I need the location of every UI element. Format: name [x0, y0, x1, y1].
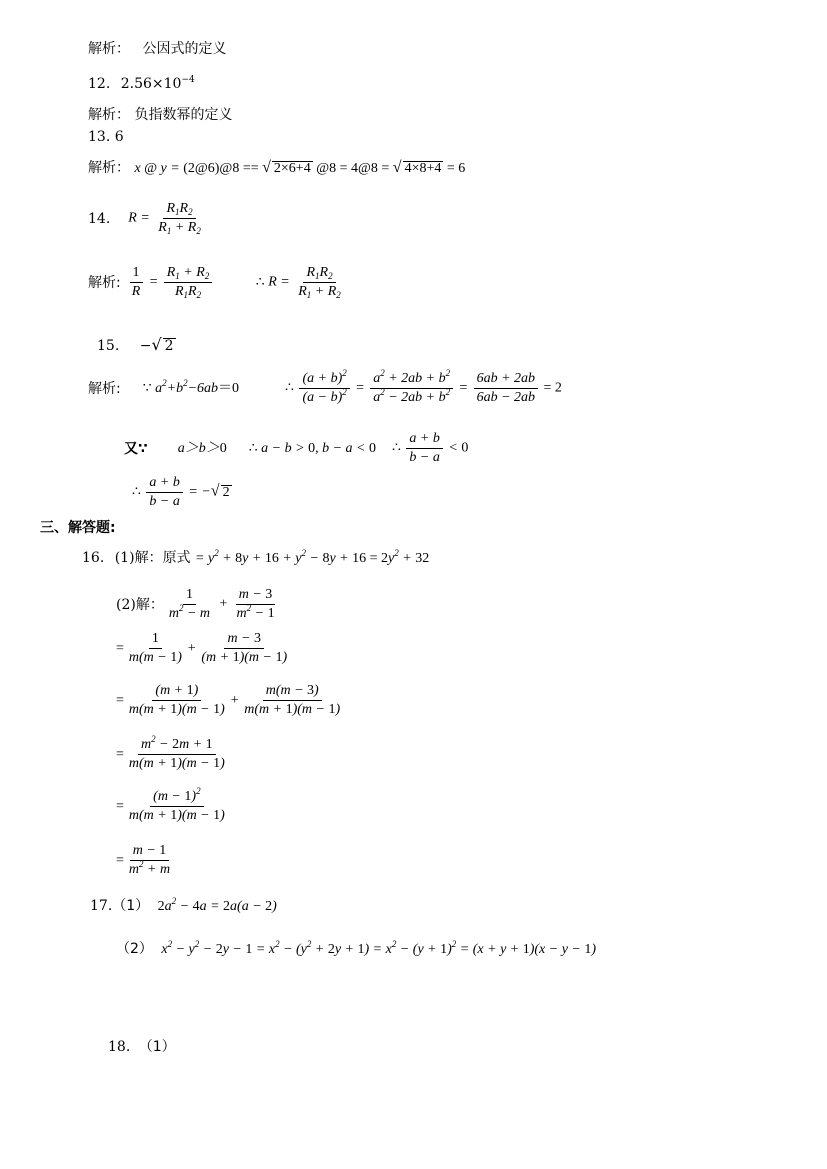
q12-analysis-text: 负指数幂的定义 — [134, 107, 233, 123]
q15-number: 15. — [97, 338, 120, 354]
analysis-label: 解析： — [88, 160, 130, 176]
q16-step2: = $\frac{(m + 1)}{m(m + 1)(m - 1)}$ + $\frac{m(m - 3)}{m(m + 1)(m - 1)}$ — [116, 683, 341, 717]
q12-analysis-line — [88, 108, 232, 122]
q16-step5: = $\frac{m - 1}{m^2 + m}$ — [116, 843, 171, 877]
q13-formula: x @ y = (2@6)@8 == √ 2×6+4 @8 = 4@8 = √ 4×8+4 = 6 — [134, 159, 466, 176]
q18-number: 18. — [108, 1039, 131, 1055]
q14-analysis-formula: $\frac{1}{R}$ = $\frac{R_1 + R_2}{R_1R_2}$ ∴ R = $\frac{R_1R_2}{R_1 + R_2}$ — [127, 266, 346, 299]
analysis-label: 解析： — [88, 41, 130, 57]
q15-analysis-line — [88, 368, 562, 405]
q17-part1: 17.（1） $2a^2 - 4a = 2a(a - 2)$ — [90, 896, 277, 914]
q13-answer: 13. 6 — [88, 129, 124, 145]
q13-analysis-line — [88, 160, 465, 176]
analysis-label: 解析: — [88, 274, 121, 291]
q16-step1: = $\frac{1}{m(m - 1)}$ + $\frac{m - 3}{(m + 1)(m - 1)}$ — [116, 631, 288, 665]
q15-conclusion: ∴ $\frac{a + b}{b - a}$ = −√ 2 — [132, 475, 230, 509]
q14-analysis-line — [88, 266, 346, 299]
q16-number: 16. — [82, 550, 105, 566]
q11-analysis-text: 公因式的定义 — [142, 41, 227, 57]
section-heading: 三、解答题: — [40, 520, 116, 536]
q11-analysis-line — [88, 42, 226, 56]
q12-answer — [88, 77, 195, 91]
q16-part2-line1: (2) 解： $\frac{1}{m^2 - m}$ + $\frac{m - 3}{m^2 - 1}$ — [116, 587, 275, 621]
q16-step3: = $\frac{m^2 - 2m + 1}{m(m + 1)(m - 1)}$ — [116, 734, 225, 771]
q17-part2: （2） $x^2 - y^2 - 2y - 1 = x^2 - (y^2 + 2y + 1) = x^2 - (y + 1)^2 = (x + y + 1)(x - y - 1)$ — [116, 939, 597, 957]
q14-number: 14. — [88, 210, 111, 227]
q16-step4: = $\frac{(m - 1)^2}{m(m + 1)(m - 1)}$ — [116, 786, 225, 823]
you-yin-label: 又∵ — [124, 440, 148, 457]
q15-condition: ∵ $a^2+b^2-6ab=0$ — [142, 377, 240, 396]
analysis-label: 解析： — [88, 107, 130, 123]
q15-step2: 又∵ a＞b＞0 ∴ a − b > 0, b − a < 0 ∴ $\frac{a + b}{b - a}$ < 0 — [124, 431, 469, 465]
q18-part1: 18. （1） — [108, 1039, 176, 1055]
q15-derivation: ∴ $\frac{(a + b)^2}{(a - b)^2}$ = $\frac{a^2 + 2ab + b^2}{a^2 - 2ab + b^2}$ = $\frac{6ab + 2ab}{6ab - 2ab}$ = 2 — [285, 368, 562, 405]
q12-number: 12. — [88, 76, 111, 92]
q12-mantissa: 2.56×10 — [120, 76, 182, 92]
q14-answer — [88, 202, 206, 235]
q16-part1: 16. (1)解：原式 = $y^2 + 8y + 16 + y^2 - 8y + 16 = 2y^2 + 32$ — [82, 548, 430, 566]
q17-number: 17. — [90, 898, 113, 914]
q12-exponent: −4 — [181, 75, 195, 85]
analysis-label: 解析: — [88, 380, 121, 397]
q15-answer: 15. −√ 2 — [97, 335, 174, 354]
q14-formula: R = $\frac{R_1R_2}{R_1 + R_2}$ — [128, 201, 201, 236]
